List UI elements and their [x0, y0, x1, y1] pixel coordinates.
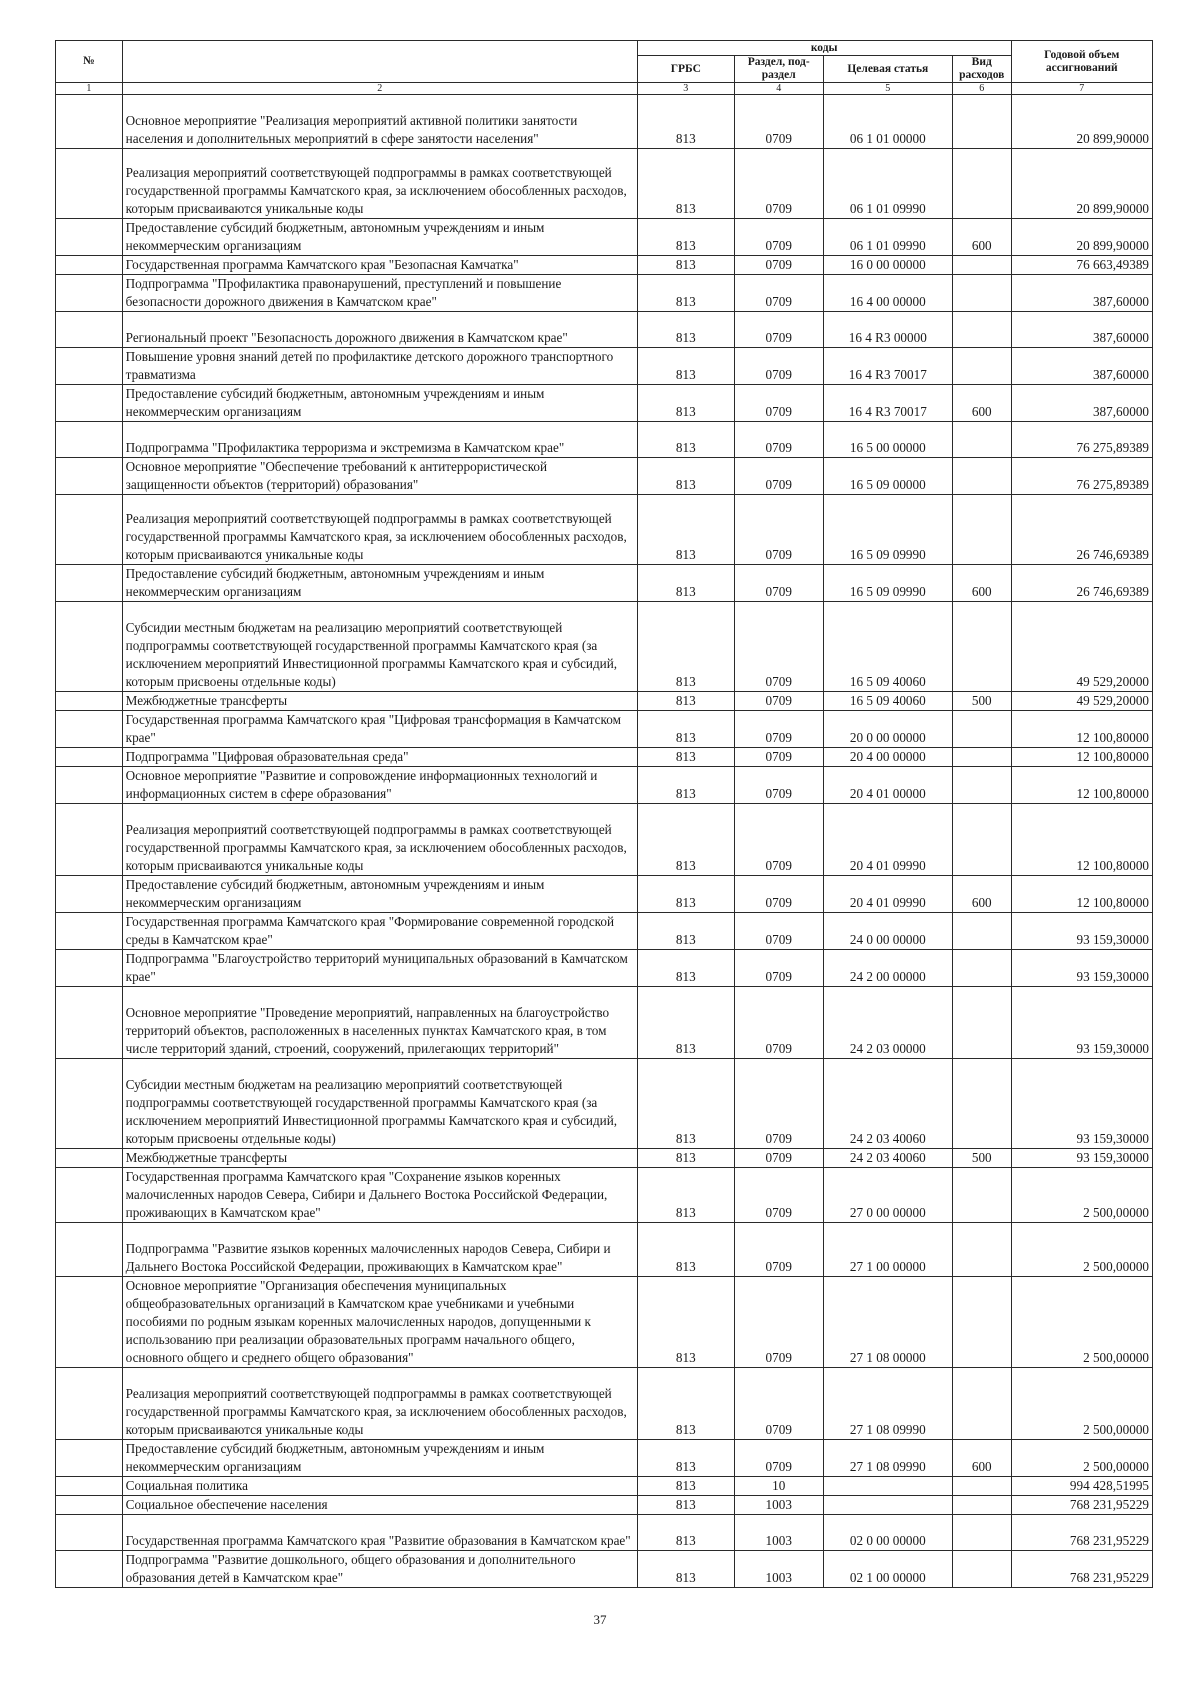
col-number: 2 [122, 83, 637, 95]
row-target: 16 5 09 40060 [823, 692, 952, 711]
row-name: Подпрограмма "Благоустройство территорий муниципальных образований в Камчатском крае" [122, 950, 637, 987]
row-section: 0709 [734, 1059, 823, 1149]
row-exp-type [952, 987, 1011, 1059]
row-target: 16 0 00 00000 [823, 256, 952, 275]
row-target: 06 1 01 09990 [823, 149, 952, 219]
row-grbs: 813 [637, 913, 734, 950]
row-exp-type: 600 [952, 1440, 1011, 1477]
row-name: Предоставление субсидий бюджетным, автономным учреждениям и иным некоммерческим организациям [122, 385, 637, 422]
row-section: 0709 [734, 950, 823, 987]
row-section: 0709 [734, 1368, 823, 1440]
row-amount: 20 899,90000 [1011, 219, 1152, 256]
row-grbs: 813 [637, 256, 734, 275]
row-target [823, 1477, 952, 1496]
table-row [56, 256, 1153, 275]
row-number [56, 149, 123, 219]
row-section: 0709 [734, 1223, 823, 1277]
row-grbs: 813 [637, 1223, 734, 1277]
row-number [56, 422, 123, 458]
row-amount: 12 100,80000 [1011, 748, 1152, 767]
row-exp-type [952, 348, 1011, 385]
row-number [56, 1440, 123, 1477]
table-row [56, 219, 1153, 256]
row-amount: 20 899,90000 [1011, 149, 1152, 219]
row-target: 16 5 00 00000 [823, 422, 952, 458]
col-number: 7 [1011, 83, 1152, 95]
row-target: 02 1 00 00000 [823, 1551, 952, 1588]
col-number: 6 [952, 83, 1011, 95]
row-section: 10 [734, 1477, 823, 1496]
row-number [56, 876, 123, 913]
table-row [56, 876, 1153, 913]
row-grbs: 813 [637, 804, 734, 876]
row-amount: 26 746,69389 [1011, 495, 1152, 565]
row-target: 20 4 01 00000 [823, 767, 952, 804]
row-amount: 76 663,49389 [1011, 256, 1152, 275]
row-exp-type [952, 950, 1011, 987]
table-row [56, 275, 1153, 312]
row-section: 0709 [734, 602, 823, 692]
row-number [56, 602, 123, 692]
col-number: 3 [637, 83, 734, 95]
row-target: 16 5 09 09990 [823, 565, 952, 602]
budget-table [55, 40, 1153, 1588]
row-name: Субсидии местным бюджетам на реализацию мероприятий соответствующей подпрограммы соответствующей государственной программы Камчатского края (за исключением мероприятий Инвестиционной программы Камчатского края и субсидий, которым присвоены отдельные коды) [122, 1059, 637, 1149]
table-row [56, 1277, 1153, 1368]
row-name: Подпрограмма "Цифровая образовательная среда" [122, 748, 637, 767]
row-number [56, 458, 123, 495]
row-exp-type [952, 913, 1011, 950]
row-exp-type [952, 312, 1011, 348]
row-amount: 387,60000 [1011, 275, 1152, 312]
row-section: 0709 [734, 219, 823, 256]
table-row [56, 602, 1153, 692]
table-row [56, 767, 1153, 804]
row-target: 16 4 00 00000 [823, 275, 952, 312]
col-number: 5 [823, 83, 952, 95]
row-exp-type [952, 711, 1011, 748]
row-grbs: 813 [637, 565, 734, 602]
row-target: 27 1 08 09990 [823, 1440, 952, 1477]
row-exp-type: 600 [952, 219, 1011, 256]
row-grbs: 813 [637, 1496, 734, 1515]
header-grbs: ГРБС [637, 56, 734, 83]
table-row [56, 1168, 1153, 1223]
row-section: 0709 [734, 1277, 823, 1368]
row-target: 24 2 00 00000 [823, 950, 952, 987]
row-exp-type [952, 1496, 1011, 1515]
row-section: 0709 [734, 913, 823, 950]
row-amount: 768 231,95229 [1011, 1496, 1152, 1515]
table-row [56, 1551, 1153, 1588]
table-row [56, 422, 1153, 458]
row-section: 0709 [734, 95, 823, 149]
row-grbs: 813 [637, 385, 734, 422]
row-exp-type: 600 [952, 876, 1011, 913]
row-section: 0709 [734, 385, 823, 422]
row-number [56, 348, 123, 385]
row-section: 0709 [734, 1168, 823, 1223]
row-name: Подпрограмма "Профилактика терроризма и экстремизма в Камчатском крае" [122, 422, 637, 458]
row-exp-type: 500 [952, 692, 1011, 711]
row-grbs: 813 [637, 767, 734, 804]
row-amount: 49 529,20000 [1011, 692, 1152, 711]
table-row [56, 804, 1153, 876]
row-section: 0709 [734, 495, 823, 565]
row-section: 1003 [734, 1515, 823, 1551]
row-number [56, 385, 123, 422]
row-number [56, 312, 123, 348]
row-exp-type [952, 256, 1011, 275]
table-row [56, 1368, 1153, 1440]
row-grbs: 813 [637, 1515, 734, 1551]
row-name: Предоставление субсидий бюджетным, автономным учреждениям и иным некоммерческим организациям [122, 565, 637, 602]
table-row [56, 1223, 1153, 1277]
row-exp-type [952, 458, 1011, 495]
row-name: Подпрограмма "Профилактика правонарушений, преступлений и повышение безопасности дорожного движения в Камчатском крае" [122, 275, 637, 312]
row-number [56, 219, 123, 256]
row-number [56, 275, 123, 312]
row-amount: 2 500,00000 [1011, 1277, 1152, 1368]
row-target: 24 0 00 00000 [823, 913, 952, 950]
row-section: 0709 [734, 275, 823, 312]
row-exp-type [952, 602, 1011, 692]
row-amount: 93 159,30000 [1011, 1149, 1152, 1168]
row-amount: 2 500,00000 [1011, 1223, 1152, 1277]
row-section: 0709 [734, 312, 823, 348]
row-section: 0709 [734, 692, 823, 711]
row-grbs: 813 [637, 422, 734, 458]
row-name: Основное мероприятие "Проведение мероприятий, направленных на благоустройство территорий объектов, расположенных в населенных пунктах Камчатского края, в том числе территорий зданий, строений, сооружений, прилегающих территорий" [122, 987, 637, 1059]
table-row [56, 1515, 1153, 1551]
row-target: 06 1 01 09990 [823, 219, 952, 256]
header-num: № [56, 41, 123, 83]
row-target: 16 4 R3 70017 [823, 385, 952, 422]
row-exp-type [952, 1368, 1011, 1440]
header-codes: коды [637, 41, 1011, 56]
table-row [56, 692, 1153, 711]
row-exp-type [952, 495, 1011, 565]
row-name: Государственная программа Камчатского края "Безопасная Камчатка" [122, 256, 637, 275]
row-exp-type [952, 1223, 1011, 1277]
row-number [56, 748, 123, 767]
table-row [56, 495, 1153, 565]
row-number [56, 1059, 123, 1149]
row-grbs: 813 [637, 1059, 734, 1149]
row-exp-type [952, 1515, 1011, 1551]
row-name: Повышение уровня знаний детей по профилактике детского дорожного транспортного травматизма [122, 348, 637, 385]
row-name: Подпрограмма "Развитие языков коренных малочисленных народов Севера, Сибири и Дальнего Востока Российской Федерации, проживающих в Камчатском крае" [122, 1223, 637, 1277]
row-amount: 26 746,69389 [1011, 565, 1152, 602]
row-grbs: 813 [637, 1551, 734, 1588]
row-name: Межбюджетные трансферты [122, 1149, 637, 1168]
table-row [56, 312, 1153, 348]
table-row [56, 1059, 1153, 1149]
row-number [56, 1477, 123, 1496]
row-exp-type [952, 1059, 1011, 1149]
row-number [56, 1149, 123, 1168]
row-grbs: 813 [637, 275, 734, 312]
row-grbs: 813 [637, 692, 734, 711]
row-exp-type [952, 1168, 1011, 1223]
row-section: 1003 [734, 1551, 823, 1588]
row-target: 27 1 08 00000 [823, 1277, 952, 1368]
row-section: 0709 [734, 767, 823, 804]
row-name: Социальное обеспечение населения [122, 1496, 637, 1515]
row-name: Государственная программа Камчатского края "Сохранение языков коренных малочисленных народов Севера, Сибири и Дальнего Востока Российской Федерации, проживающих в Камчатском крае" [122, 1168, 637, 1223]
row-grbs: 813 [637, 1368, 734, 1440]
row-target: 24 2 03 00000 [823, 987, 952, 1059]
header-volume: Годовой объем ассигнований [1011, 41, 1152, 83]
row-grbs: 813 [637, 149, 734, 219]
column-numbers-row [56, 83, 1153, 95]
row-name: Государственная программа Камчатского края "Развитие образования в Камчатском крае" [122, 1515, 637, 1551]
row-target: 16 5 09 40060 [823, 602, 952, 692]
row-grbs: 813 [637, 95, 734, 149]
row-amount: 387,60000 [1011, 348, 1152, 385]
table-row [56, 565, 1153, 602]
row-section: 0709 [734, 348, 823, 385]
row-grbs: 813 [637, 219, 734, 256]
row-number [56, 767, 123, 804]
row-section: 0709 [734, 565, 823, 602]
row-target: 27 1 08 09990 [823, 1368, 952, 1440]
header-exp-type: Вид расходов [952, 56, 1011, 83]
col-number: 4 [734, 83, 823, 95]
row-target: 24 2 03 40060 [823, 1059, 952, 1149]
row-grbs: 813 [637, 711, 734, 748]
row-target: 16 4 R3 70017 [823, 348, 952, 385]
row-amount: 387,60000 [1011, 385, 1152, 422]
row-number [56, 565, 123, 602]
row-number [56, 1551, 123, 1588]
row-name: Предоставление субсидий бюджетным, автономным учреждениям и иным некоммерческим организациям [122, 1440, 637, 1477]
row-amount: 2 500,00000 [1011, 1440, 1152, 1477]
row-grbs: 813 [637, 876, 734, 913]
table-header [56, 41, 1153, 95]
row-target [823, 1496, 952, 1515]
row-grbs: 813 [637, 987, 734, 1059]
row-grbs: 813 [637, 602, 734, 692]
row-exp-type [952, 767, 1011, 804]
table-row [56, 1440, 1153, 1477]
row-name: Реализация мероприятий соответствующей подпрограммы в рамках соответствующей государственной программы Камчатского края, за исключением обособленных расходов, которым присваиваются уникальные коды [122, 149, 637, 219]
row-amount: 12 100,80000 [1011, 876, 1152, 913]
row-amount: 12 100,80000 [1011, 711, 1152, 748]
row-number [56, 256, 123, 275]
row-section: 0709 [734, 1149, 823, 1168]
row-amount: 387,60000 [1011, 312, 1152, 348]
row-target: 24 2 03 40060 [823, 1149, 952, 1168]
row-amount: 49 529,20000 [1011, 602, 1152, 692]
row-grbs: 813 [637, 748, 734, 767]
row-number [56, 913, 123, 950]
row-number [56, 1515, 123, 1551]
row-name: Подпрограмма "Развитие дошкольного, общего образования и дополнительного образования детей в Камчатском крае" [122, 1551, 637, 1588]
row-name: Социальная политика [122, 1477, 637, 1496]
table-row [56, 748, 1153, 767]
row-exp-type [952, 1277, 1011, 1368]
row-exp-type [952, 1477, 1011, 1496]
row-name: Реализация мероприятий соответствующей подпрограммы в рамках соответствующей государственной программы Камчатского края, за исключением обособленных расходов, которым присваиваются уникальные коды [122, 1368, 637, 1440]
row-amount: 994 428,51995 [1011, 1477, 1152, 1496]
row-amount: 93 159,30000 [1011, 950, 1152, 987]
row-number [56, 804, 123, 876]
row-name: Региональный проект "Безопасность дорожного движения в Камчатском крае" [122, 312, 637, 348]
row-exp-type [952, 275, 1011, 312]
row-number [56, 692, 123, 711]
row-target: 16 4 R3 00000 [823, 312, 952, 348]
row-target: 20 0 00 00000 [823, 711, 952, 748]
row-name: Основное мероприятие "Развитие и сопровождение информационных технологий и информационных систем в сфере образования" [122, 767, 637, 804]
row-number [56, 95, 123, 149]
row-number [56, 1368, 123, 1440]
row-name: Основное мероприятие "Обеспечение требований к антитеррористической защищенности объектов (территорий) образования" [122, 458, 637, 495]
row-amount: 2 500,00000 [1011, 1368, 1152, 1440]
table-row [56, 950, 1153, 987]
row-grbs: 813 [637, 1277, 734, 1368]
row-section: 0709 [734, 149, 823, 219]
row-exp-type [952, 1551, 1011, 1588]
table-row [56, 149, 1153, 219]
table-row [56, 987, 1153, 1059]
row-section: 0709 [734, 804, 823, 876]
page-number: 37 [593, 1612, 607, 1627]
row-target: 20 4 01 09990 [823, 876, 952, 913]
row-amount: 20 899,90000 [1011, 95, 1152, 149]
row-name: Реализация мероприятий соответствующей подпрограммы в рамках соответствующей государственной программы Камчатского края, за исключением обособленных расходов, которым присваиваются уникальные коды [122, 495, 637, 565]
row-amount: 768 231,95229 [1011, 1515, 1152, 1551]
row-amount: 12 100,80000 [1011, 767, 1152, 804]
row-grbs: 813 [637, 950, 734, 987]
table-row [56, 458, 1153, 495]
row-section: 0709 [734, 256, 823, 275]
table-row [56, 913, 1153, 950]
row-name: Субсидии местным бюджетам на реализацию мероприятий соответствующей подпрограммы соответствующей государственной программы Камчатского края (за исключением мероприятий Инвестиционной программы Камчатского края и субсидий, которым присвоены отдельные коды) [122, 602, 637, 692]
row-number [56, 1496, 123, 1515]
row-exp-type [952, 95, 1011, 149]
row-number [56, 950, 123, 987]
row-grbs: 813 [637, 1477, 734, 1496]
row-amount: 2 500,00000 [1011, 1168, 1152, 1223]
row-name: Государственная программа Камчатского края "Цифровая трансформация в Камчатском крае" [122, 711, 637, 748]
row-grbs: 813 [637, 348, 734, 385]
row-name: Основное мероприятие "Организация обеспечения муниципальных общеобразовательных организаций в Камчатском крае учебниками и учебными пособиями по родным языкам коренных малочисленных народов, допущенными к использованию при реализации образовательных программ начального общего, основного общего и среднего общего образования" [122, 1277, 637, 1368]
row-amount: 12 100,80000 [1011, 804, 1152, 876]
row-target: 02 0 00 00000 [823, 1515, 952, 1551]
row-amount: 93 159,30000 [1011, 1059, 1152, 1149]
table-row [56, 95, 1153, 149]
row-number [56, 711, 123, 748]
row-number [56, 987, 123, 1059]
row-exp-type [952, 149, 1011, 219]
row-exp-type [952, 804, 1011, 876]
row-section: 0709 [734, 1440, 823, 1477]
row-section: 0709 [734, 458, 823, 495]
table-row [56, 711, 1153, 748]
row-grbs: 813 [637, 495, 734, 565]
row-amount: 76 275,89389 [1011, 458, 1152, 495]
row-target: 16 5 09 09990 [823, 495, 952, 565]
row-section: 0709 [734, 876, 823, 913]
row-amount: 93 159,30000 [1011, 987, 1152, 1059]
row-name: Предоставление субсидий бюджетным, автономным учреждениям и иным некоммерческим организациям [122, 876, 637, 913]
row-amount: 93 159,30000 [1011, 913, 1152, 950]
row-grbs: 813 [637, 1168, 734, 1223]
header-target: Целевая статья [823, 56, 952, 83]
row-section: 0709 [734, 987, 823, 1059]
row-grbs: 813 [637, 1440, 734, 1477]
row-grbs: 813 [637, 312, 734, 348]
row-name: Государственная программа Камчатского края "Формирование современной городской среды в Камчатском крае" [122, 913, 637, 950]
row-grbs: 813 [637, 1149, 734, 1168]
row-target: 27 1 00 00000 [823, 1223, 952, 1277]
row-target: 20 4 00 00000 [823, 748, 952, 767]
row-name: Реализация мероприятий соответствующей подпрограммы в рамках соответствующей государственной программы Камчатского края, за исключением обособленных расходов, которым присваиваются уникальные коды [122, 804, 637, 876]
row-section: 0709 [734, 748, 823, 767]
row-target: 06 1 01 00000 [823, 95, 952, 149]
row-number [56, 1223, 123, 1277]
table-row [56, 1149, 1153, 1168]
col-number: 1 [56, 83, 123, 95]
row-number [56, 1168, 123, 1223]
row-exp-type [952, 422, 1011, 458]
document-sheet [55, 40, 1155, 1588]
row-exp-type [952, 748, 1011, 767]
row-number [56, 1277, 123, 1368]
table-row [56, 348, 1153, 385]
row-name: Основное мероприятие "Реализация мероприятий активной политики занятости населения и дополнительных мероприятий в сфере занятости населения" [122, 95, 637, 149]
row-target: 20 4 01 09990 [823, 804, 952, 876]
row-section: 0709 [734, 422, 823, 458]
header-section: Раздел, под-раздел [734, 56, 823, 83]
row-name: Межбюджетные трансферты [122, 692, 637, 711]
row-exp-type: 600 [952, 565, 1011, 602]
table-row [56, 1496, 1153, 1515]
table-row [56, 1477, 1153, 1496]
header-name [122, 41, 637, 83]
row-section: 1003 [734, 1496, 823, 1515]
row-target: 16 5 09 00000 [823, 458, 952, 495]
row-amount: 76 275,89389 [1011, 422, 1152, 458]
row-exp-type: 500 [952, 1149, 1011, 1168]
row-target: 27 0 00 00000 [823, 1168, 952, 1223]
row-amount: 768 231,95229 [1011, 1551, 1152, 1588]
row-number [56, 495, 123, 565]
row-exp-type: 600 [952, 385, 1011, 422]
table-body [56, 95, 1153, 1588]
row-section: 0709 [734, 711, 823, 748]
row-grbs: 813 [637, 458, 734, 495]
table-row [56, 385, 1153, 422]
row-name: Предоставление субсидий бюджетным, автономным учреждениям и иным некоммерческим организациям [122, 219, 637, 256]
